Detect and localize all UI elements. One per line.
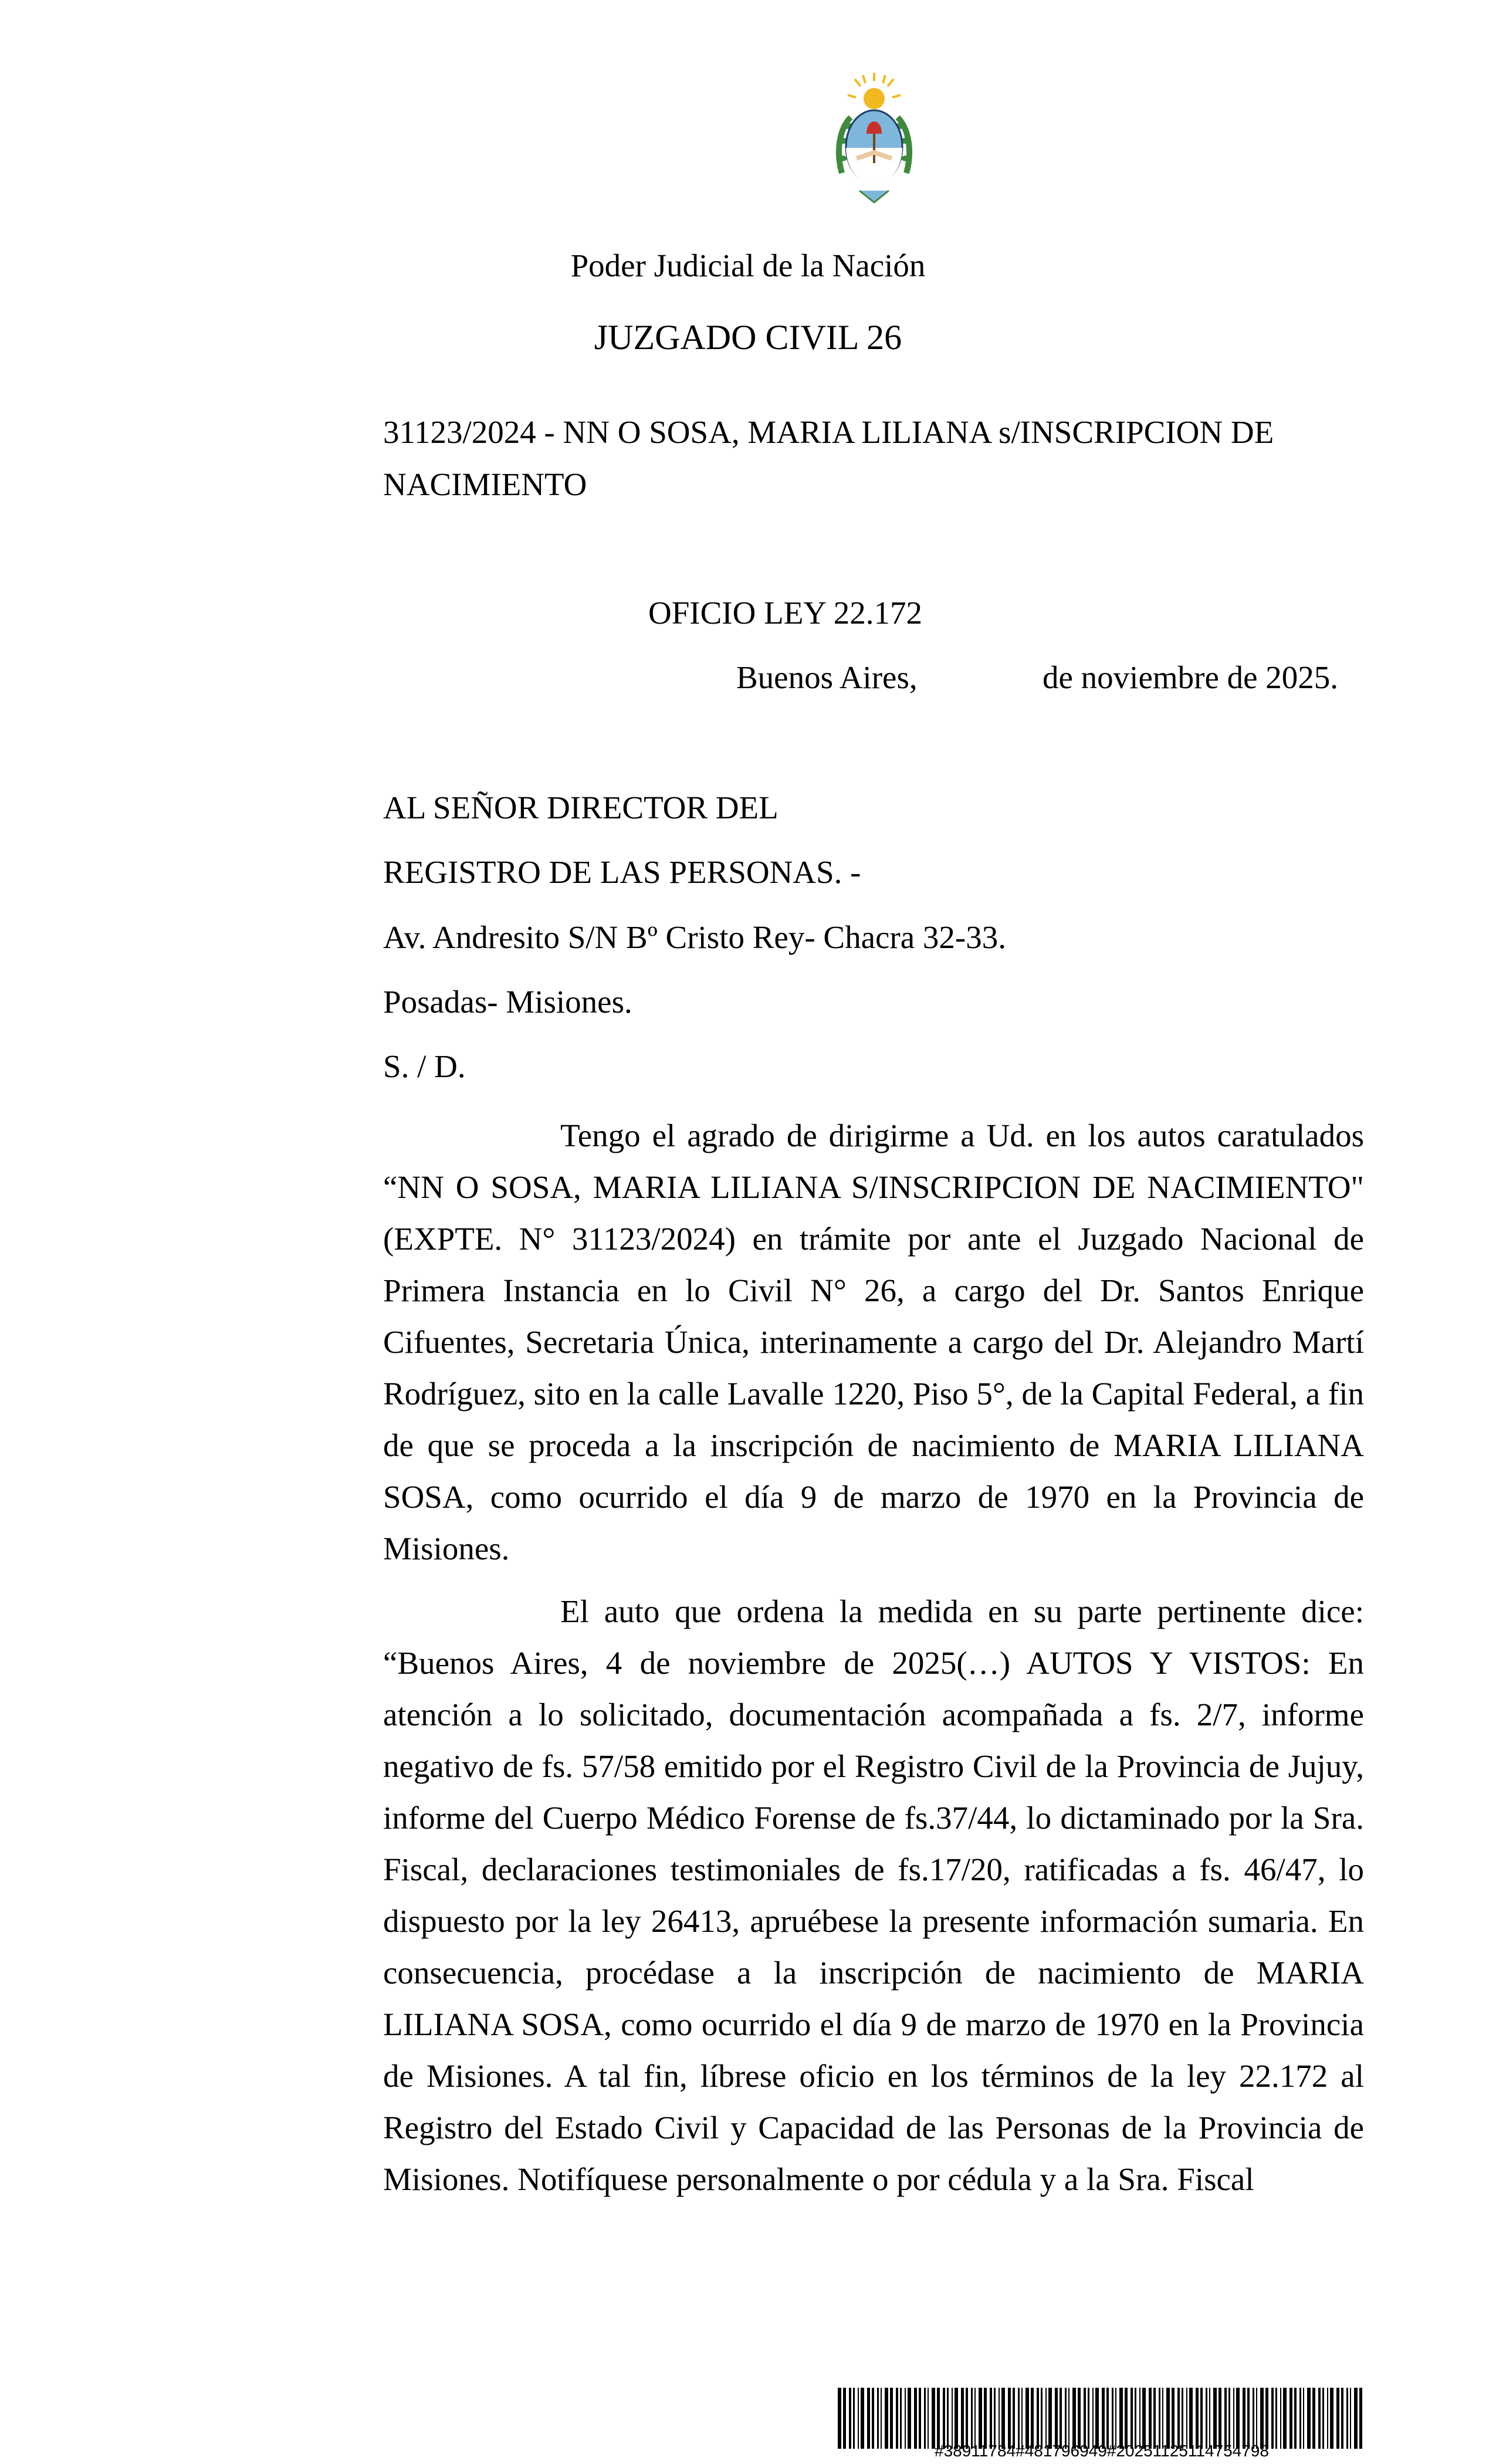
case-title-line-1: 31123/2024 - NN O SOSA, MARIA LILIANA s/INSCRIPCION DE — [383, 414, 1274, 450]
document-type: OFICIO LEY 22.172 — [648, 595, 922, 631]
document-date: de noviembre de 2025. — [1043, 659, 1339, 695]
coat-of-arms-icon — [824, 70, 924, 217]
court-name: JUZGADO CIVIL 26 — [594, 318, 902, 357]
recipient-line-2: REGISTRO DE LAS PERSONAS. - — [383, 854, 861, 890]
barcode-icon — [838, 2388, 1366, 2449]
body-paragraph-1: Tengo el agrado de dirigirme a Ud. en los autos caratulados “NN O SOSA, MARIA LILIANA S/INSCRIPCION DE NACIMIENTO" (EXPTE. N° 31123/2024) en trámite por ante el Juzgado Nacional de Primera Instancia en lo Civil N° 26, a cargo del Dr. Santos Enrique Cifuentes, Secretaria Única, interinamente a cargo del Dr. Alejandro Martí Rodríguez, sito en la calle Lavalle 1220, Piso 5°, de la Capital Federal, a fin de que se proceda a la inscripción de nacimiento de MARIA LILIANA SOSA, como ocurrido el día 9 de marzo de 1970 en la Provincia de Misiones. — [383, 1118, 1364, 1566]
recipient-address: Av. Andresito S/N Bº Cristo Rey- Chacra 32-33. — [383, 919, 1006, 955]
barcode-text: #38911784#481796949#20251125114754798 — [935, 2442, 1269, 2460]
case-title-line-2: NACIMIENTO — [383, 466, 587, 502]
recipient-city: Posadas- Misiones. — [383, 984, 632, 1020]
salutation: S. / D. — [383, 1048, 466, 1084]
body-paragraph-2: El auto que ordena la medida en su parte pertinente dice: “Buenos Aires, 4 de noviembre de 2025(…) AUTOS Y VISTOS: En atención a lo solicitado, documentación acompañada a fs. 2/7, informe negativo de fs. 57/58 emitido por el Registro Civil de la Provincia de Jujuy, informe del Cuerpo Médico Forense de fs.37/44, lo dictaminado por la Sra. Fiscal, declaraciones testimoniales de fs.17/20, ratificadas a fs. 46/47, lo dispuesto por la ley 26413, apruébese la presente información sumaria. En consecuencia, procédase a la inscripción de nacimiento de MARIA LILIANA SOSA, como ocurrido el día 9 de marzo de 1970 en la Provincia de Misiones. A tal fin, líbrese oficio en los términos de la ley 22.172 al Registro del Estado Civil y Capacidad de las Personas de la Provincia de Misiones. Notifíquese personalmente o por cédula y a la Sra. Fiscal — [383, 1593, 1364, 2197]
document-place: Buenos Aires, — [736, 659, 918, 695]
recipient-line-1: AL SEÑOR DIRECTOR DEL — [383, 790, 779, 825]
institution-name: Poder Judicial de la Nación — [570, 248, 926, 283]
